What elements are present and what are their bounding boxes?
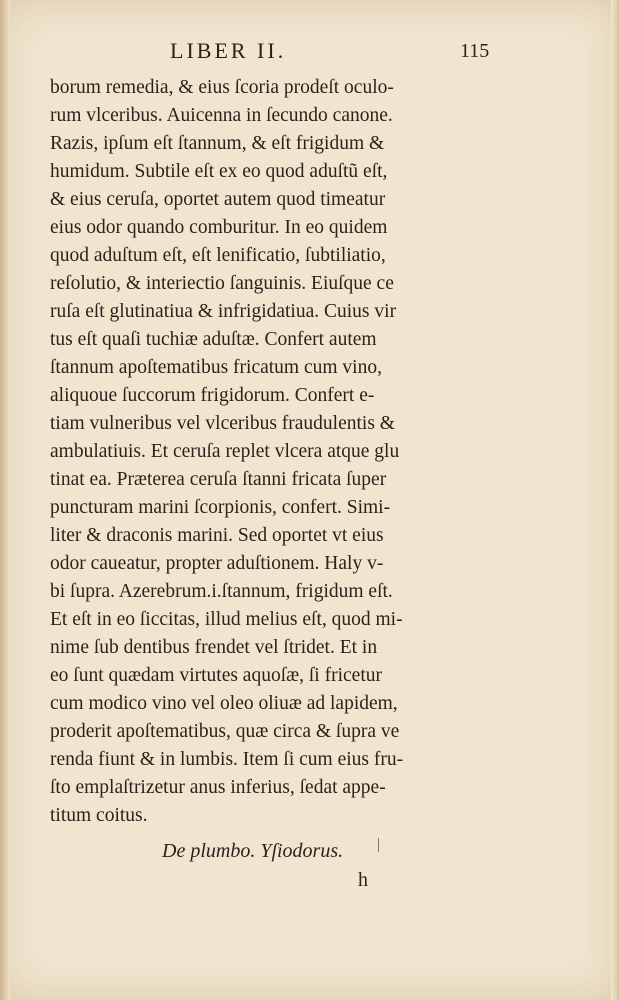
page-number: 115 xyxy=(460,40,490,62)
text-line: humidum. Subtile eſt ex eo quod aduſtũ eſt, xyxy=(50,161,388,182)
text-line: proderit apoſtematibus, quæ circa & ſupra ve xyxy=(50,721,400,742)
text-line: borum remedia, & eius ſcoria prodeſt oculo- xyxy=(50,77,394,98)
text-line: odor caueatur, propter aduſtionem. Haly v- xyxy=(50,553,384,574)
text-line: ſtannum apoſtematibus fricatum cum vino, xyxy=(50,357,382,378)
text-line: ſto emplaſtrizetur anus inferius, ſedat appe- xyxy=(50,777,386,798)
text-line: tinat ea. Præterea ceruſa ſtanni fricata ſuper xyxy=(50,469,387,490)
section-heading: De plumbo. Yſiodorus. xyxy=(162,840,344,862)
running-head: LIBER II. xyxy=(170,38,287,63)
text-line: Razis, ipſum eſt ſtannum, & eſt frigidum & xyxy=(50,133,385,154)
page-edge-left xyxy=(0,0,10,1000)
text-line: eius odor quando comburitur. In eo quidem xyxy=(50,217,388,238)
text-line: & eius ceruſa, oportet autem quod timeatur xyxy=(50,189,386,210)
text-line: tus eſt quaſi tuchiæ aduſtæ. Confert autem xyxy=(50,329,377,350)
text-line: ambulatiuis. Et ceruſa replet vlcera atque glu xyxy=(50,441,400,462)
text-line: rum vlceribus. Auicenna in ſecundo canone. xyxy=(50,105,393,126)
text-line: tiam vulneribus vel vlceribus fraudulentis & xyxy=(50,413,395,434)
page-edge-right xyxy=(611,0,619,1000)
ink-mark xyxy=(378,838,379,852)
text-line: titum coitus. xyxy=(50,805,148,826)
text-line: cum modico vino vel oleo oliuæ ad lapidem, xyxy=(50,693,398,714)
text-line: ruſa eſt glutinatiua & infrigidatiua. Cuius vir xyxy=(50,301,397,322)
body-text xyxy=(50,74,490,830)
text-line: puncturam marini ſcorpionis, confert. Simi- xyxy=(50,497,391,518)
text-line: Et eſt in eo ſiccitas, illud melius eſt, quod mi- xyxy=(50,609,403,630)
text-line: renda fiunt & in lumbis. Item ſi cum eius fru- xyxy=(50,749,404,770)
text-line: reſolutio, & interiectio ſanguinis. Eiuſque ce xyxy=(50,273,394,294)
text-line: quod aduſtum eſt, eſt lenificatio, ſubtiliatio, xyxy=(50,245,386,266)
text-line: eo ſunt quædam virtutes aquoſæ, ſi fricetur xyxy=(50,665,382,686)
text-line: liter & draconis marini. Sed oportet vt eius xyxy=(50,525,384,546)
text-line: bi ſupra. Azerebrum.i.ſtannum, frigidum eſt. xyxy=(50,581,393,602)
text-line: aliquoue ſuccorum frigidorum. Confert e- xyxy=(50,385,375,406)
signature-mark: h xyxy=(358,869,368,891)
text-line: nime ſub dentibus frendet vel ſtridet. Et in xyxy=(50,637,378,658)
